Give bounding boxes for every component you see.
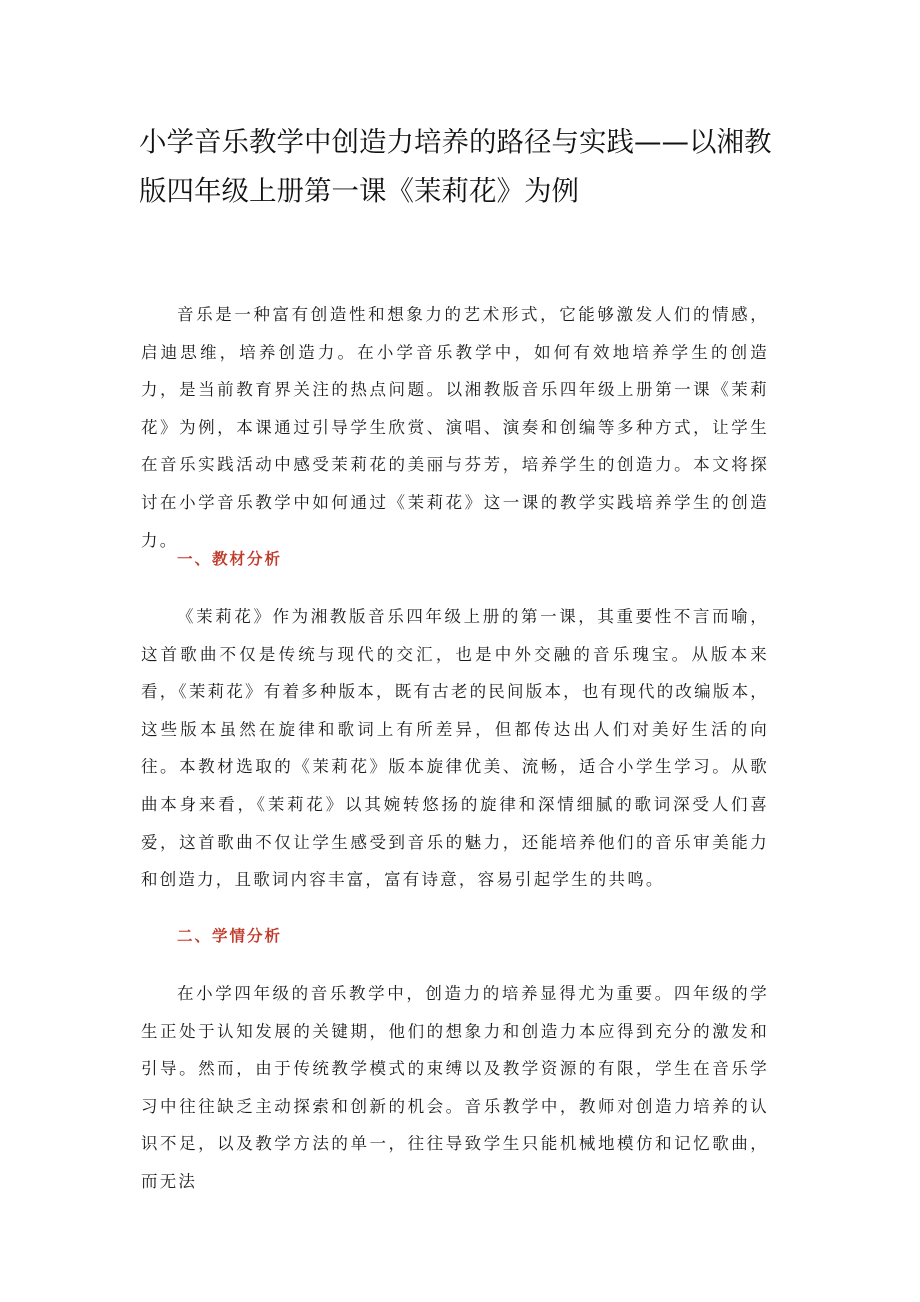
section-body-student-analysis — [141, 975, 769, 1201]
paragraph-textbook-analysis: 《茉莉花》作为湘教版音乐四年级上册的第一课，其重要性不言而喻，这首歌曲不仅是传统与现代的交汇，也是中外交融的音乐瑰宝。从版本来看，《茉莉花》有着多种版本，既有古老的民间版本，也有现代的改编版本，这些版本虽然在旋律和歌词上有所差异，但都传达出人们对美好生活的向往。本教材选取的《茉莉花》版本旋律优美、流畅，适合小学生学习。从歌曲本身来看，《茉莉花》以其婉转悠扬的旋律和深情细腻的歌词深受人们喜爱，这首歌曲不仅让学生感受到音乐的魅力，还能培养他们的音乐审美能力和创造力，且歌词内容丰富，富有诗意，容易引起学生的共鸣。 — [141, 607, 769, 890]
section-body-textbook-analysis — [141, 598, 769, 899]
section-heading-student-analysis: 二、学情分析 — [177, 927, 283, 945]
intro-block — [141, 296, 769, 559]
document-title: 小学音乐教学中创造力培养的路径与实践——以湘教版四年级上册第一课《茉莉花》为例 — [139, 126, 772, 207]
intro-paragraph: 音乐是一种富有创造性和想象力的艺术形式，它能够激发人们的情感，启迪思维，培养创造力。在小学音乐教学中，如何有效地培养学生的创造力，是当前教育界关注的热点问题。以湘教版音乐四年级上册第一课《茉莉花》为例，本课通过引导学生欣赏、演唱、演奏和创编等多种方式，让学生在音乐实践活动中感受茉莉花的美丽与芬芳，培养学生的创造力。本文将探讨在小学音乐教学中如何通过《茉莉花》这一课的教学实践培养学生的创造力。 — [141, 305, 769, 550]
section-heading-textbook-analysis: 一、教材分析 — [177, 550, 283, 568]
paragraph-student-analysis: 在小学四年级的音乐教学中，创造力的培养显得尤为重要。四年级的学生正处于认知发展的关键期，他们的想象力和创造力本应得到充分的激发和引导。然而，由于传统教学模式的束缚以及教学资源的有限，学生在音乐学习中往往缺乏主动探索和创新的机会。音乐教学中，教师对创造力培养的认识不足，以及教学方法的单一，往往导致学生只能机械地模仿和记忆歌曲，而无法 — [141, 984, 769, 1191]
